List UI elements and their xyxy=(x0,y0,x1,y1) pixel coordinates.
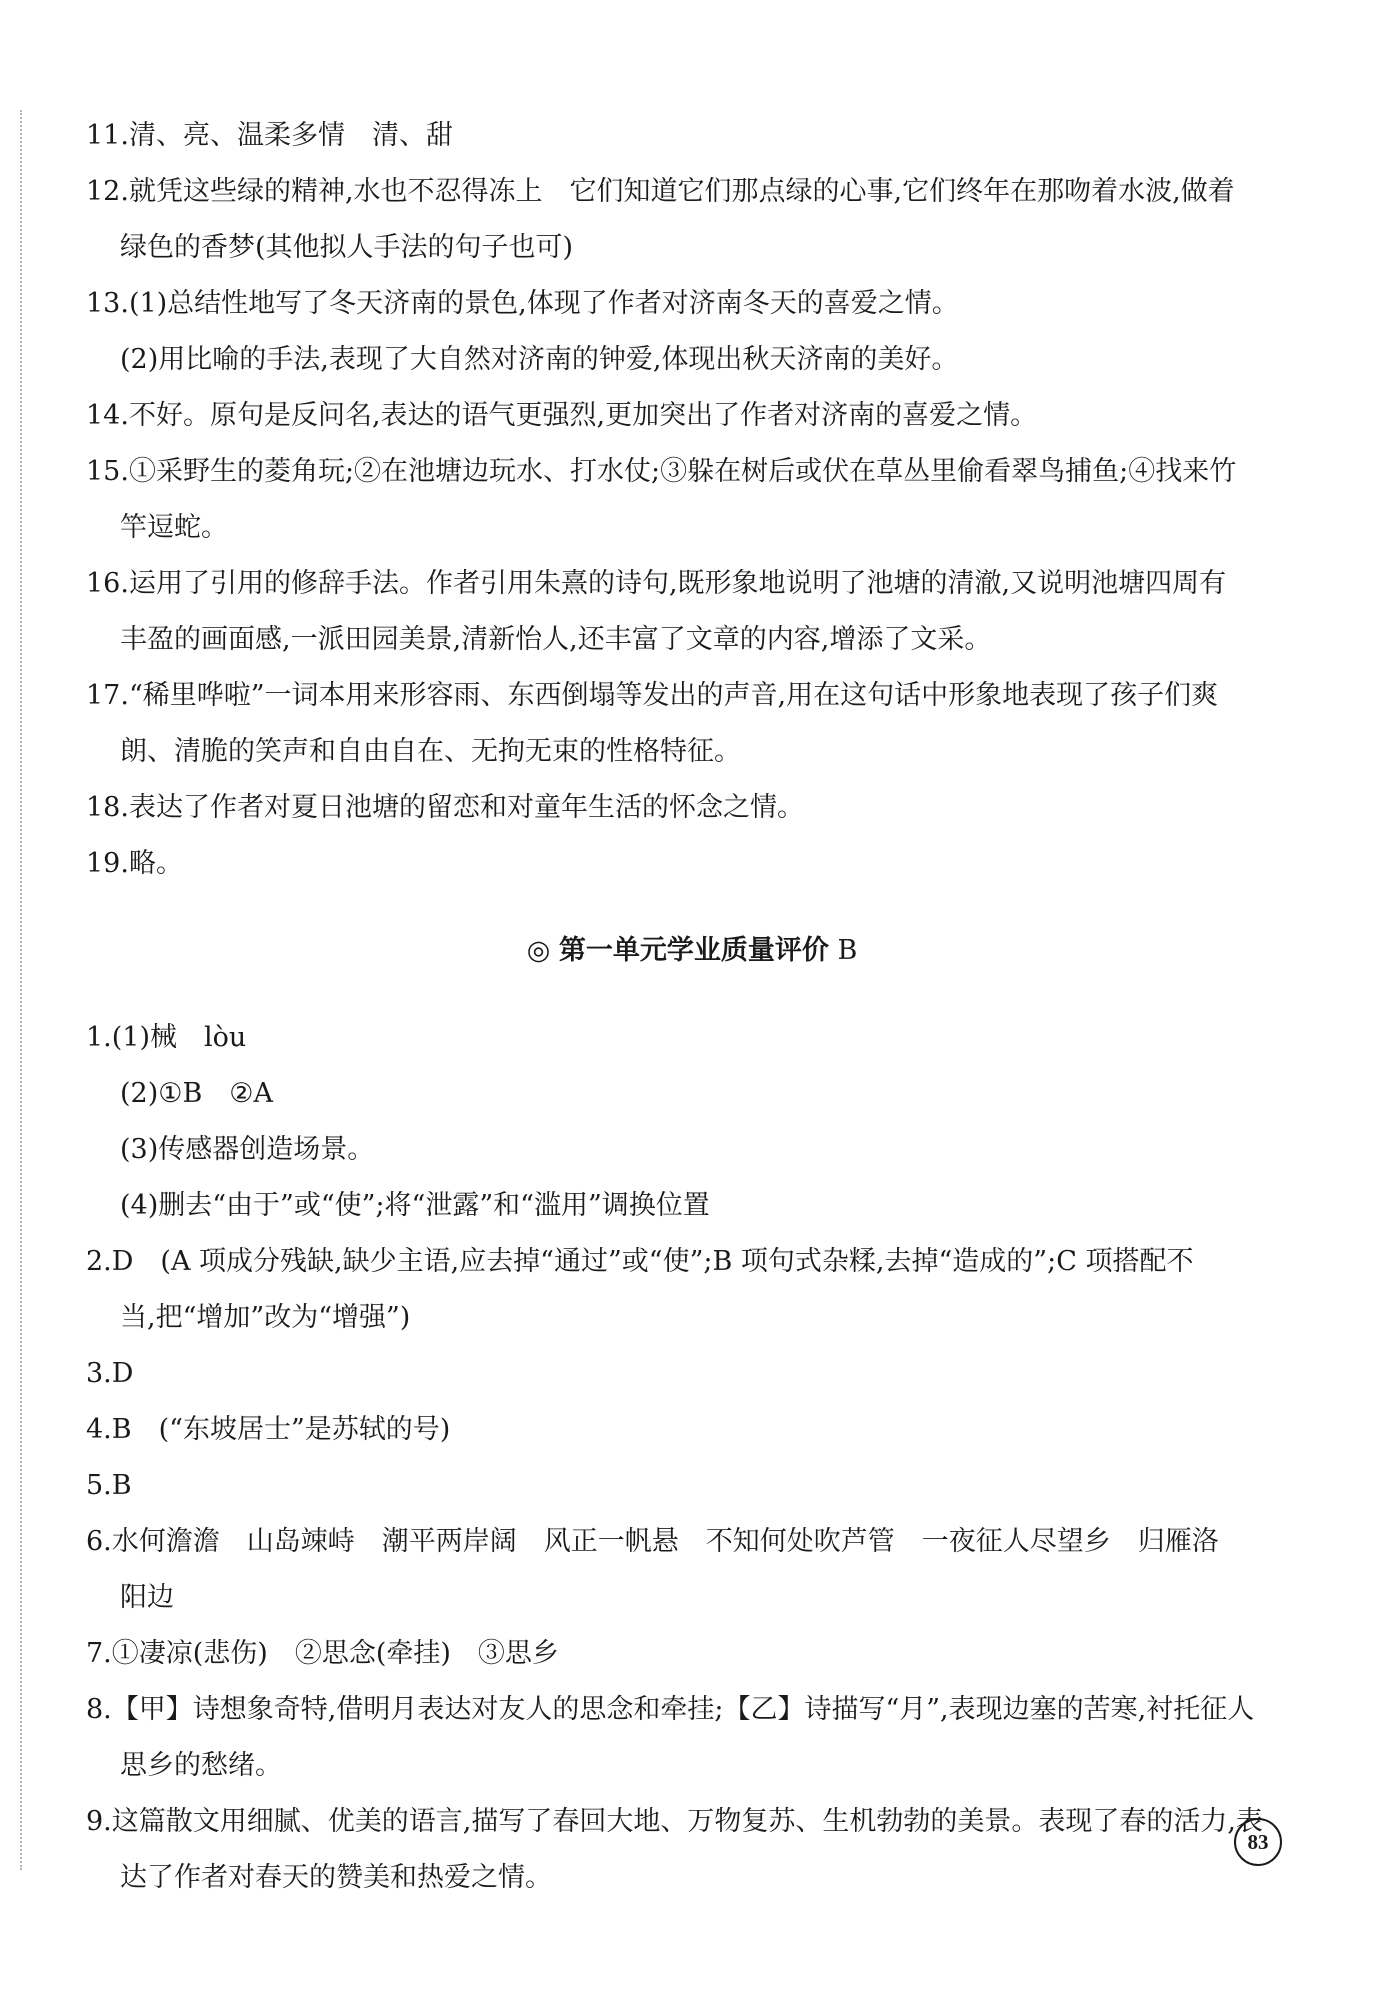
answer-13-part-1: 13.(1)总结性地写了冬天济南的景色,体现了作者对济南冬天的喜爱之情。 xyxy=(86,288,959,319)
answer-b-7: 7.①凄凉(悲伤) ②思念(牵挂) ③思乡 xyxy=(86,1638,559,1669)
answer-b-8-continued: 思乡的愁绪。 xyxy=(120,1750,282,1781)
answer-18: 18.表达了作者对夏日池塘的留恋和对童年生活的怀念之情。 xyxy=(86,792,804,823)
margin-dotted-rule xyxy=(20,110,22,1870)
section-title: 第一单元学业质量评价 xyxy=(558,935,829,966)
answer-16-continued: 丰盈的画面感,一派田园美景,清新怡人,还丰富了文章的内容,增添了文采。 xyxy=(120,624,992,655)
answer-17: 17.“稀里哗啦”一词本用来形容雨、东西倒塌等发出的声音,用在这句话中形象地表现了孩子们爽 xyxy=(86,680,1219,711)
answer-14: 14.不好。原句是反问名,表达的语气更强烈,更加突出了作者对济南的喜爱之情。 xyxy=(86,400,1038,431)
answer-b-1-part-3: (3)传感器创造场景。 xyxy=(120,1134,375,1165)
answer-13-part-2: (2)用比喻的手法,表现了大自然对济南的钟爱,体现出秋天济南的美好。 xyxy=(120,344,959,375)
answer-b-2: 2.D (A 项成分残缺,缺少主语,应去掉“通过”或“使”;B 项句式杂糅,去掉“造成的”;C 项搭配不 xyxy=(86,1246,1194,1277)
page-number-badge: 83 xyxy=(1234,1818,1282,1866)
answer-15-continued: 竿逗蛇。 xyxy=(120,512,228,543)
section-heading xyxy=(86,892,1298,1010)
answer-b-9: 9.这篇散文用细腻、优美的语言,描写了春回大地、万物复苏、生机勃勃的美景。表现了春的活力,表 xyxy=(86,1806,1263,1837)
answer-12: 12.就凭这些绿的精神,水也不忍得冻上 它们知道它们那点绿的心事,它们终年在那吻着水波,做着 xyxy=(86,176,1235,207)
answer-b-9-continued: 达了作者对春天的赞美和热爱之情。 xyxy=(120,1862,552,1893)
answer-19: 19.略。 xyxy=(86,848,183,879)
section-symbol: ◎ xyxy=(526,935,551,966)
answer-b-8: 8.【甲】诗想象奇特,借明月表达对友人的思念和牵挂;【乙】诗描写“月”,表现边塞的苦寒,衬托征人 xyxy=(86,1694,1255,1725)
answer-b-3: 3.D xyxy=(86,1358,134,1389)
answer-17-continued: 朗、清脆的笑声和自由自在、无拘无束的性格特征。 xyxy=(120,736,741,767)
answer-b-1-part-1: 1.(1)械 lòu xyxy=(86,1022,247,1053)
answer-b-1-part-4: (4)删去“由于”或“使”;将“泄露”和“滥用”调换位置 xyxy=(120,1190,710,1221)
answer-15: 15.①采野生的菱角玩;②在池塘边玩水、打水仗;③躲在树后或伏在草丛里偷看翠鸟捕鱼;④找来竹 xyxy=(86,456,1237,487)
section-suffix: B xyxy=(837,935,858,966)
answer-11: 11.清、亮、温柔多情 清、甜 xyxy=(86,120,453,151)
answer-page xyxy=(86,108,1298,1906)
answer-b-1-part-2: (2)①B ②A xyxy=(120,1078,273,1109)
answer-b-6: 6.水何澹澹 山岛竦峙 潮平两岸阔 风正一帆悬 不知何处吹芦管 一夜征人尽望乡 归雁洛 xyxy=(86,1526,1219,1557)
answer-b-2-continued: 当,把“增加”改为“增强”) xyxy=(120,1302,411,1333)
answer-16: 16.运用了引用的修辞手法。作者引用朱熹的诗句,既形象地说明了池塘的清澈,又说明池塘四周有 xyxy=(86,568,1227,599)
answer-b-5: 5.B xyxy=(86,1470,132,1501)
answer-b-4: 4.B (“东坡居士”是苏轼的号) xyxy=(86,1414,451,1445)
answer-b-6-continued: 阳边 xyxy=(120,1582,174,1613)
answer-12-continued: 绿色的香梦(其他拟人手法的句子也可) xyxy=(120,232,574,263)
